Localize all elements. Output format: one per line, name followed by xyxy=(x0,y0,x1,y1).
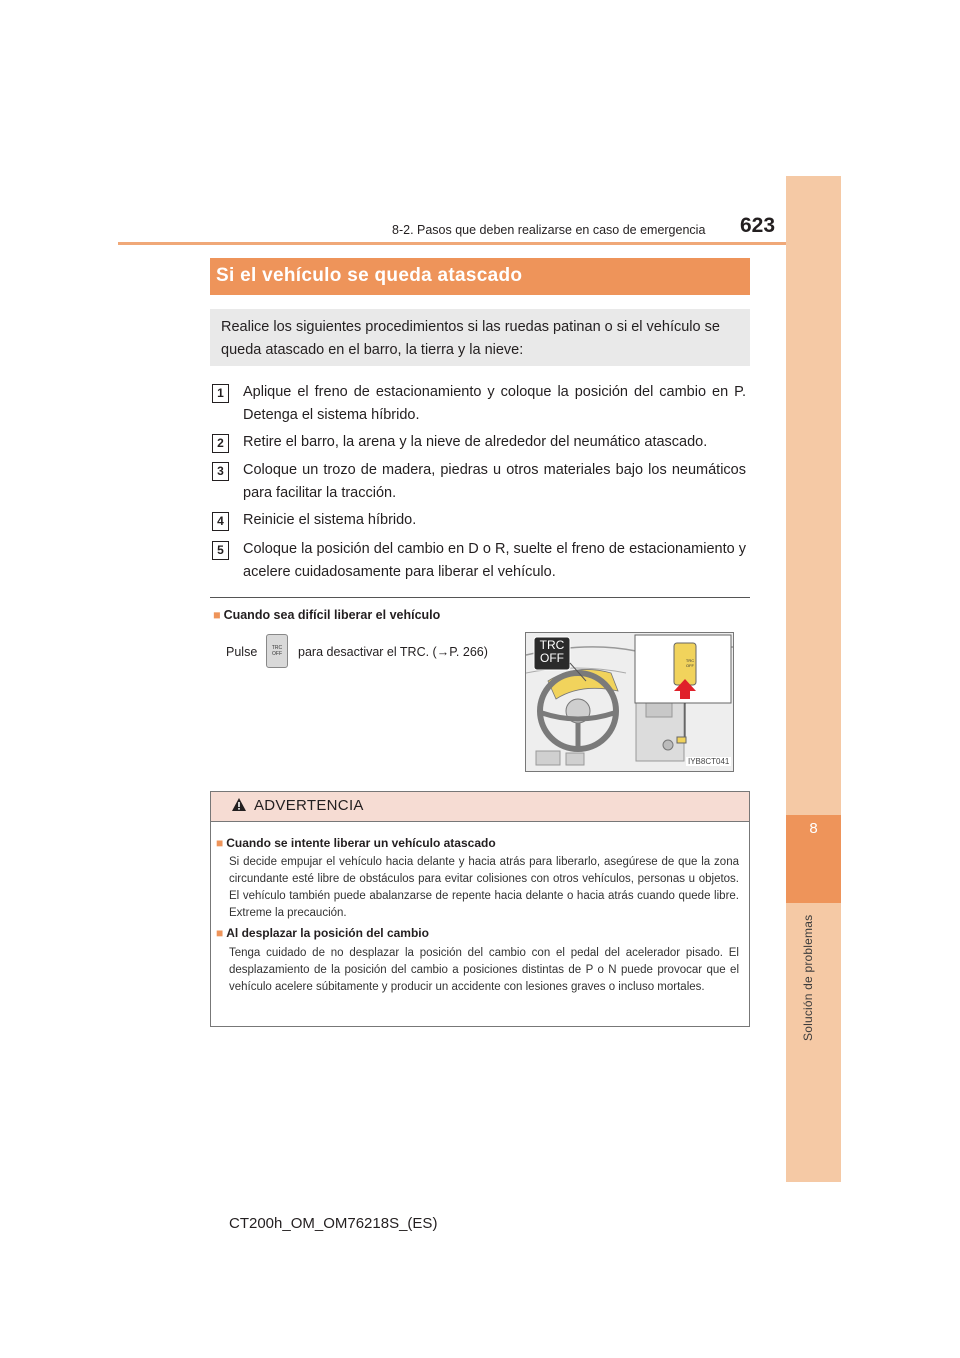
warning-item-text: Tenga cuidado de no desplazar la posición del cambio con el pedal del acelerador pisado. El desplazamiento de la posición del cambio a posiciones distintas de P o N puede provocar que el vehículo acelere súbitamente y producir un accidente con lesiones graves o incluso mortales. xyxy=(229,947,739,993)
section-title: 8-2. Pasos que deben realizarse en caso de emergencia xyxy=(392,223,706,237)
dashboard-illustration xyxy=(525,632,734,772)
page-number: 623 xyxy=(740,214,776,237)
callout-line: TRC xyxy=(539,638,565,652)
header-rule xyxy=(118,242,786,245)
inset-label-line: OFF xyxy=(686,663,694,668)
square-bullet-icon: ■ xyxy=(216,836,224,850)
intro-text: Realice los siguientes procedimientos si las ruedas patinan o si el vehículo se queda atascado en el barro, la tierra y la nieve: xyxy=(221,319,720,358)
warning-item-heading xyxy=(216,926,429,940)
square-bullet-icon: ■ xyxy=(216,926,224,940)
step-number: 3 xyxy=(212,462,229,481)
warning-triangle-icon xyxy=(231,797,247,817)
subsection-heading-text: Cuando sea difícil liberar el vehículo xyxy=(223,608,441,622)
warning-item-heading xyxy=(216,836,496,850)
step-text: Coloque un trozo de madera, piedras u otros materiales bajo los neumáticos para facilitar la tracción. xyxy=(243,462,746,501)
warning-title: ADVERTENCIA xyxy=(254,797,364,814)
chapter-number: 8 xyxy=(809,820,818,837)
trc-off-callout xyxy=(534,639,570,665)
trc-button-label: TRC xyxy=(271,645,283,651)
step-text: Coloque la posición del cambio en D o R, suelte el freno de estacionamiento y acelere cuidadosamente para liberar el vehículo. xyxy=(243,541,746,580)
page-title: Si el vehículo se queda atascado xyxy=(216,265,523,286)
step-text: Aplique el freno de estacionamiento y coloque la posición del cambio en P. Detenga el sistema híbrido. xyxy=(243,384,746,423)
subsection-heading xyxy=(213,608,440,622)
step-number: 4 xyxy=(212,512,229,531)
trc-button-label: OFF xyxy=(272,651,282,657)
square-bullet-icon: ■ xyxy=(213,608,221,622)
trc-reference-text: para desactivar el TRC. (→P. 266) xyxy=(298,645,488,659)
chapter-title-vertical: Solución de problemas xyxy=(801,915,815,1042)
warning-item-heading-text: Al desplazar la posición del cambio xyxy=(226,926,429,940)
illustration-code: IYB8CT041 xyxy=(688,757,730,766)
callout-line: OFF xyxy=(540,651,564,665)
warning-item-text: Si decide empujar el vehículo hacia delante y hacia atrás para liberarlo, asegúrese de que la zona circundante esté libre de obstáculos para evitar colisiones con otros vehículos, personas u objetos. El vehículo también puede abalanzarse de repente hacia delante o hacia atrás cuando quede libre. Extreme la precaución. xyxy=(229,856,739,919)
inset-label-line: TRC xyxy=(685,658,695,663)
step-number: 2 xyxy=(212,434,229,453)
inset-button-label xyxy=(683,658,697,668)
step-number: 1 xyxy=(212,384,229,403)
document-code: CT200h_OM_OM76218S_(ES) xyxy=(229,1215,438,1232)
steps-divider xyxy=(210,597,750,598)
pulse-label: Pulse xyxy=(226,645,258,659)
step-text: Retire el barro, la arena y la nieve de alrededor del neumático atascado. xyxy=(243,434,708,450)
step-text: Reinicie el sistema híbrido. xyxy=(243,512,417,528)
warning-item-heading-text: Cuando se intente liberar un vehículo atascado xyxy=(226,836,496,850)
step-number: 5 xyxy=(212,541,229,560)
trc-off-button-icon xyxy=(266,634,288,668)
